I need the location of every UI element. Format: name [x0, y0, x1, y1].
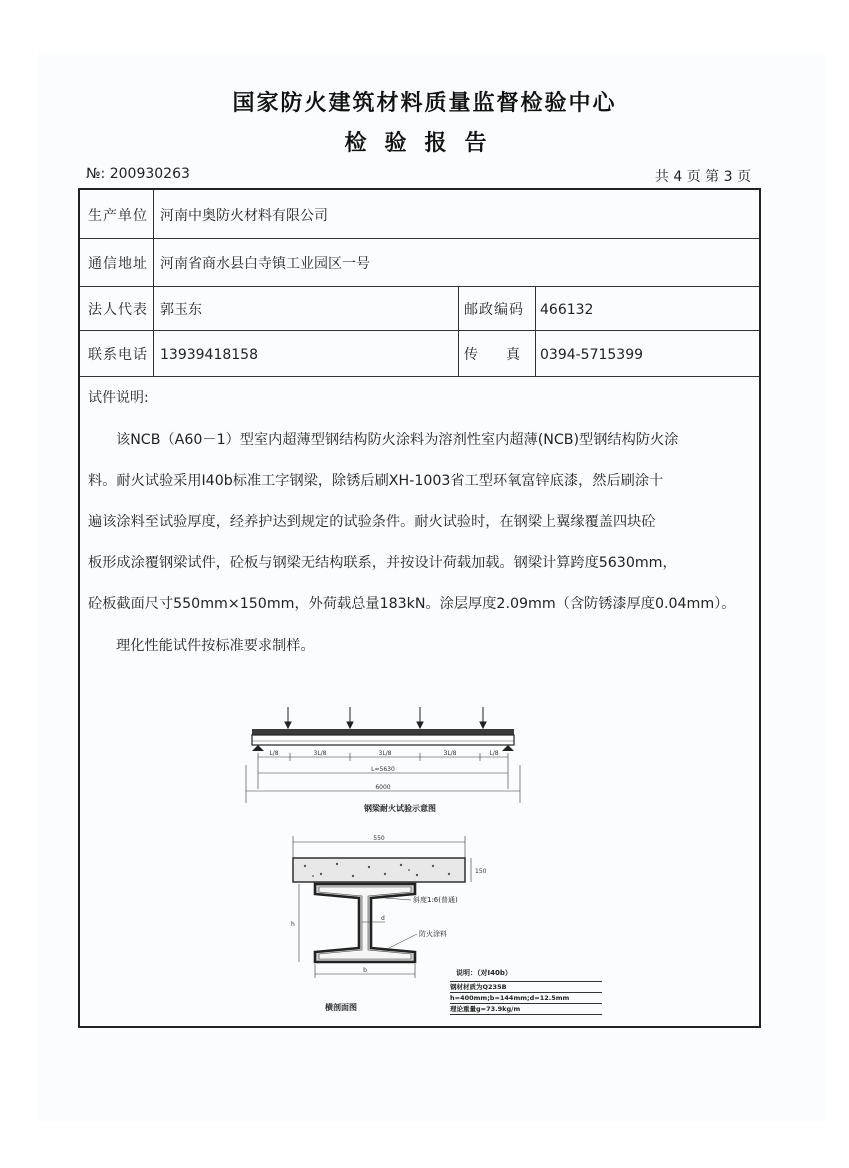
description-line: 板形成涂覆钢梁试件，砼板与钢梁无结构联系，并按设计荷载加载。钢梁计算跨度5630mm，	[88, 555, 677, 571]
column-divider	[458, 286, 459, 376]
concrete-slab	[252, 729, 514, 735]
description-line: 料。耐火试验采用I40b标准工字钢梁，除锈后刷XH-1003省工型环氧富锌底漆，然后刷涂十	[88, 473, 664, 489]
segment-label: 3L/8	[443, 750, 457, 757]
column-divider	[535, 286, 536, 376]
row-divider	[80, 286, 759, 287]
legal-rep-value: 郭玉东	[160, 302, 202, 318]
notes-title: 说明：（对I40b）	[456, 969, 512, 977]
total-length-label: 6000	[375, 784, 391, 791]
web-thickness-label: d	[381, 915, 385, 922]
report-table	[78, 188, 761, 1028]
segment-label: 3L/8	[378, 750, 392, 757]
description-line: 砼板截面尺寸550mm×150mm，外荷载总量183kN。涂层厚度2.09mm（含防锈漆厚度0.04mm）。	[88, 596, 736, 612]
figure2-caption: 横剖面图	[325, 1003, 357, 1012]
support-left	[252, 745, 264, 751]
legal-rep-label: 法人代表	[88, 302, 148, 318]
slope-label: 斜度1:6(普通)	[413, 896, 458, 904]
description-line: 遍该涂料至试验厚度，经养护达到规定的试验条件。耐火试验时，在钢梁上翼缘覆盖四块砼	[88, 514, 656, 530]
row-divider	[80, 330, 759, 331]
i-beam-steel	[319, 887, 411, 959]
load-arrows	[285, 707, 486, 728]
figure1-caption: 钢梁耐火试验示意图	[364, 804, 436, 813]
segment-label: L/8	[269, 750, 279, 757]
segment-label: 3L/8	[313, 750, 327, 757]
report-title: 检验报告	[344, 131, 505, 156]
row-divider	[80, 238, 759, 239]
column-divider	[153, 190, 154, 376]
fax-value: 0394-5715399	[540, 347, 644, 363]
page-info: 共 4 页 第 3 页	[654, 169, 751, 185]
flange-width-label: b	[363, 967, 367, 974]
postcode-value: 466132	[540, 302, 594, 318]
height-label: h	[291, 921, 295, 928]
concrete-slab	[293, 858, 465, 882]
fax-label: 传 真	[464, 347, 520, 363]
support-right	[502, 745, 514, 751]
slab-width-label: 550	[373, 835, 385, 842]
row-divider	[80, 376, 759, 377]
manufacturer-value: 河南中奥防火材料有限公司	[160, 208, 328, 224]
address-label: 通信地址	[88, 256, 148, 272]
coating-label: 防火涂料	[419, 930, 447, 938]
notes-box	[450, 968, 602, 1015]
phone-label: 联系电话	[88, 347, 148, 363]
description-line: 理化性能试件按标准要求制样。	[116, 638, 315, 654]
slab-thickness-label: 150	[475, 868, 487, 875]
segment-label: L/8	[489, 750, 499, 757]
beam-test-diagram	[240, 705, 540, 815]
notes-line: h=400mm;b=144mm;d=12.5mm	[450, 994, 570, 1002]
steel-beam	[252, 735, 514, 745]
notes-line: 钢材材质为Q235B	[450, 983, 507, 991]
postcode-label: 邮政编码	[464, 302, 524, 318]
phone-value: 13939418158	[160, 347, 258, 363]
description-heading: 试件说明:	[88, 390, 149, 406]
description-line: 该NCB（A60－1）型室内超薄型钢结构防火涂料为溶剂性室内超薄(NCB)型钢结构防火涂	[116, 432, 679, 448]
report-number: №: 200930263	[86, 166, 190, 182]
organization-title: 国家防火建筑材料质量监督检验中心	[232, 91, 617, 116]
address-value: 河南省商水县白寺镇工业园区一号	[160, 256, 370, 272]
notes-line: 理论重量g=73.9kg/m	[450, 1005, 521, 1013]
manufacturer-label: 生产单位	[88, 208, 148, 224]
span-label: L=5630	[371, 766, 395, 773]
